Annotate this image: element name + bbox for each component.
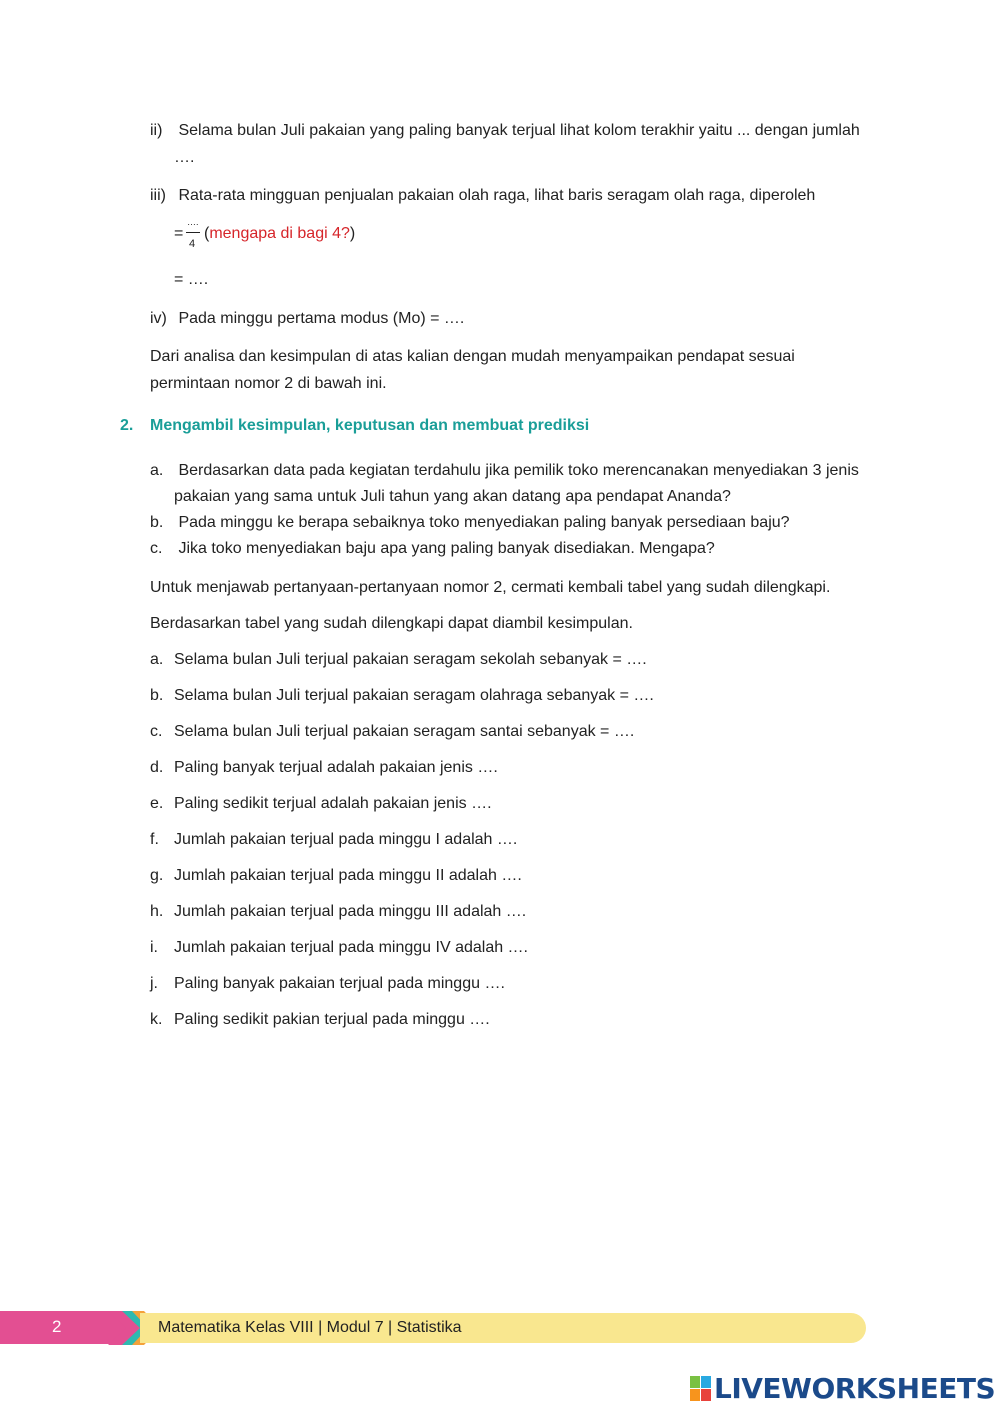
item-iii-marker: iii) bbox=[150, 187, 166, 204]
question-marker: b. bbox=[150, 514, 164, 531]
item-marker: a. bbox=[150, 651, 164, 668]
intro-line-2: Berdasarkan tabel yang sudah dilengkapi dapat diambil kesimpulan. bbox=[150, 615, 633, 632]
item-text: Jumlah pakaian terjual pada minggu III adalah …. bbox=[174, 903, 527, 920]
item-marker: i. bbox=[150, 939, 158, 956]
item-text: Jumlah pakaian terjual pada minggu IV adalah …. bbox=[174, 939, 528, 956]
item-text: Jumlah pakaian terjual pada minggu II adalah …. bbox=[174, 867, 522, 884]
conclusion-item bbox=[150, 1009, 490, 1031]
item-ii-continuation: …. bbox=[174, 149, 195, 166]
intro-line-1: Untuk menjawab pertanyaan-pertanyaan nomor 2, cermati kembali tabel yang sudah dilengkapi. bbox=[150, 579, 831, 596]
question-marker: c. bbox=[150, 540, 163, 557]
conclusion-line-2: permintaan nomor 2 di bawah ini. bbox=[150, 375, 387, 392]
fraction bbox=[186, 218, 200, 254]
item-iii bbox=[150, 185, 815, 207]
note-paren-close: ) bbox=[349, 225, 356, 242]
item-iii-eq2: = …. bbox=[174, 271, 209, 288]
item-text: Paling sedikit terjual adalah pakaian jenis …. bbox=[174, 795, 492, 812]
liveworksheets-text: LIVEWORKSHEETS bbox=[714, 1372, 996, 1405]
question-text: Berdasarkan data pada kegiatan terdahulu jika pemilik toko merencanakan menyediakan 3 jenis bbox=[178, 462, 859, 479]
item-text: Jumlah pakaian terjual pada minggu I adalah …. bbox=[174, 831, 518, 848]
question-a-continuation: pakaian yang sama untuk Juli tahun yang akan datang apa pendapat Ananda? bbox=[174, 488, 731, 505]
conclusion-item bbox=[150, 865, 522, 887]
item-ii-text: Selama bulan Juli pakaian yang paling banyak terjual lihat kolom terakhir yaitu ... dengan jumlah bbox=[178, 122, 860, 139]
conclusion-item bbox=[150, 901, 526, 923]
item-marker: c. bbox=[150, 723, 163, 740]
item-ii-marker: ii) bbox=[150, 122, 163, 139]
item-text: Selama bulan Juli terjual pakaian seragam olahraga sebanyak = …. bbox=[174, 687, 654, 704]
item-marker: d. bbox=[150, 759, 164, 776]
section-2-title: Mengambil kesimpulan, keputusan dan membuat prediksi bbox=[150, 417, 590, 434]
item-iv-text: Pada minggu pertama modus (Mo) = …. bbox=[178, 310, 465, 327]
conclusion-item bbox=[150, 721, 634, 743]
question-c bbox=[150, 538, 715, 560]
item-text: Paling banyak pakaian terjual pada minggu …. bbox=[174, 975, 505, 992]
item-marker: e. bbox=[150, 795, 164, 812]
item-iii-text: Rata-rata mingguan penjualan pakaian olah raga, lihat baris seragam olah raga, diperoleh bbox=[178, 187, 816, 204]
item-marker: k. bbox=[150, 1011, 163, 1028]
fraction-bar bbox=[186, 232, 200, 233]
item-marker: b. bbox=[150, 687, 164, 704]
conclusion-item bbox=[150, 937, 528, 959]
item-marker: h. bbox=[150, 903, 164, 920]
question-text: Jika toko menyediakan baju apa yang paling banyak disediakan. Mengapa? bbox=[178, 540, 715, 557]
item-marker: f. bbox=[150, 831, 159, 848]
item-ii bbox=[150, 120, 860, 142]
conclusion-item bbox=[150, 757, 498, 779]
item-iii-eq-prefix: = bbox=[174, 225, 184, 242]
liveworksheets-blocks-icon bbox=[690, 1376, 712, 1402]
fraction-denominator: 4 bbox=[189, 238, 196, 250]
item-iv-marker: iv) bbox=[150, 310, 167, 327]
conclusion-item bbox=[150, 829, 517, 851]
item-text: Selama bulan Juli terjual pakaian seragam santai sebanyak = …. bbox=[174, 723, 635, 740]
conclusion-item bbox=[150, 649, 647, 671]
item-text: Paling banyak terjual adalah pakaian jenis …. bbox=[174, 759, 498, 776]
item-text: Selama bulan Juli terjual pakaian seragam sekolah sebanyak = …. bbox=[174, 651, 647, 668]
conclusion-line-1: Dari analisa dan kesimpulan di atas kalian dengan mudah menyampaikan pendapat sesuai bbox=[150, 348, 795, 365]
question-marker: a. bbox=[150, 462, 164, 479]
footer-title: Matematika Kelas VIII | Modul 7 | Statistika bbox=[158, 1319, 462, 1336]
item-iii-note bbox=[204, 223, 355, 245]
note-paren-open: ( bbox=[204, 225, 210, 242]
question-text: Pada minggu ke berapa sebaiknya toko menyediakan paling banyak persediaan baju? bbox=[178, 514, 790, 531]
conclusion-item bbox=[150, 793, 492, 815]
conclusion-item bbox=[150, 973, 505, 995]
section-2-number: 2. bbox=[120, 417, 134, 434]
page-number: 2 bbox=[52, 1317, 62, 1336]
question-b bbox=[150, 512, 790, 534]
conclusion-item bbox=[150, 685, 654, 707]
item-iv bbox=[150, 308, 464, 330]
item-text: Paling sedikit pakian terjual pada minggu …. bbox=[174, 1011, 490, 1028]
question-a bbox=[150, 460, 859, 482]
item-marker: j. bbox=[150, 975, 158, 992]
note-text: mengapa di bagi 4? bbox=[209, 225, 350, 242]
item-marker: g. bbox=[150, 867, 164, 884]
fraction-numerator: …. bbox=[187, 217, 199, 227]
section-2-heading bbox=[120, 415, 589, 437]
